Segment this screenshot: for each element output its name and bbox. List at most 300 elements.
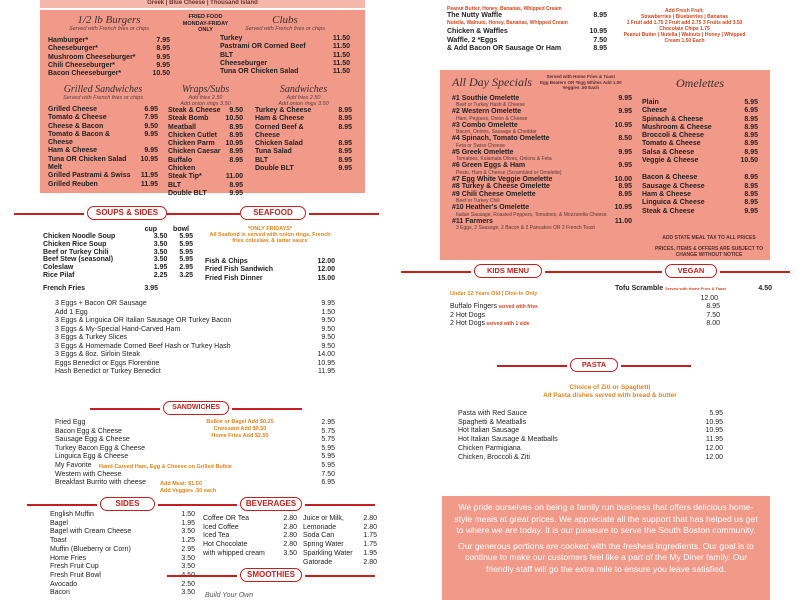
item-name: Turkey Bacon Egg & Cheese — [55, 444, 146, 452]
bowl-price: 5.95 — [179, 256, 193, 264]
item-name: Corned Beef & Cheese — [255, 123, 304, 139]
item-price: 11.50 — [332, 59, 350, 67]
item-name: Chicken Caesar — [168, 148, 221, 156]
special-price: 8.95 — [618, 183, 632, 190]
item-price: 8.95 — [744, 140, 758, 148]
item-price: 12.00 — [705, 444, 723, 452]
vegan-item: Tofu Scramble — [615, 285, 664, 292]
vegan-note: Served with Home Fries & Toast — [665, 286, 726, 291]
sides-section — [50, 511, 195, 598]
menu-row — [55, 471, 335, 480]
item-price: 1.50 — [181, 511, 195, 518]
pasta-note1: Choice of Ziti or Spaghetti — [569, 384, 651, 391]
item-name: Linguica & Cheese — [642, 199, 705, 207]
item-name: Veggie & Cheese — [642, 157, 699, 165]
item-name: Meatball — [168, 123, 197, 131]
item-name: Pastrami OR Corned Beef — [220, 43, 306, 51]
menu-row — [50, 546, 195, 555]
menu-row — [55, 436, 335, 445]
item-price: 5.95 — [321, 453, 335, 461]
change-note: PRICES, ITEMS & OFFERS ARE SUBJECT TO CHANGE WITHOUT NOTICE — [654, 246, 764, 258]
fresh-fruit-note: Add Fresh Fruit: Strawberries | Blueberries | Bananas 1 Fruit add 1.75 2 Fruit add 2.75 3 Fruits add 3.50 — [626, 8, 743, 26]
soups-section — [43, 226, 193, 293]
item-name: Juice or Milk, — [303, 515, 344, 522]
item-price: 5.95 — [744, 99, 758, 106]
item-name: 3 Eggs & Turkey Slices — [55, 334, 127, 341]
item-name: Bacon Egg & Cheese — [55, 427, 122, 435]
item-price: 6.95 — [144, 106, 158, 113]
add-bacon-row: & Add Bacon OR Sausage Or Ham 8.95 — [447, 44, 607, 52]
pasta-pill: PASTA — [570, 358, 618, 372]
item-name: BLT — [255, 156, 269, 164]
menu-row — [50, 563, 195, 572]
waffle-note2: Nutella, Walnuts, Honey, Bananas, Whipped Cream — [447, 20, 568, 27]
menu-row — [458, 427, 723, 436]
special-desc: Pesto, Ham & Cheese (Scrambled or Omelette) — [456, 169, 562, 176]
item-name: Fried Fish Sandwich — [205, 266, 274, 274]
eggs-section — [55, 300, 335, 377]
item-name: Sparkling Water — [303, 549, 353, 557]
special-row — [452, 218, 632, 226]
item-name: Chili Cheeseburger* — [48, 61, 115, 69]
special-desc: 3 Eggs, 2 Sausage, 2 Bacon & 2 Pancakes OR 2 French Toast — [456, 225, 595, 231]
item-price: 9.50 — [321, 317, 335, 324]
item-name: Toast — [50, 537, 67, 545]
special-name: #8 Turkey & Cheese Omelette — [452, 183, 550, 190]
item-price: 2.95 — [181, 545, 195, 553]
soup-name: Chicken Noodle Soup — [43, 233, 116, 240]
item-price: 3.50 — [181, 563, 195, 571]
menu-row — [220, 52, 350, 60]
item-price: 10.95 — [317, 359, 335, 367]
special-row — [452, 95, 632, 103]
item-name: Home Fries — [50, 554, 87, 562]
soup-name: Coleslaw — [43, 264, 74, 272]
menu-row — [168, 115, 243, 123]
omelettes-title: Omelettes — [676, 76, 724, 90]
menu-row — [48, 156, 158, 173]
menu-row — [255, 107, 352, 115]
special-row — [452, 204, 632, 212]
item-price: 5.75 — [321, 427, 335, 435]
sandwiches-section — [255, 84, 352, 173]
seafood-section — [205, 226, 335, 283]
item-name: Fresh Fruit Cup — [50, 563, 99, 571]
item-price: 5.95 — [321, 444, 335, 452]
menu-row — [168, 173, 243, 181]
item-name: Tuna OR Chicken Salad — [220, 68, 299, 76]
soup-row — [43, 256, 193, 264]
soup-row — [43, 272, 193, 280]
special-price: 11.00 — [614, 217, 632, 225]
soup-prices — [154, 264, 193, 272]
menu-row — [255, 115, 352, 123]
menu-row — [168, 148, 243, 156]
menu-row — [168, 140, 243, 148]
menu-row — [55, 453, 335, 462]
item-name: Ham & Cheese — [642, 190, 692, 198]
menu-row — [48, 181, 158, 189]
kids-pill: KIDS MENU — [474, 264, 542, 278]
item-name: Chicken Parmigiana — [458, 444, 521, 452]
item-name: Fried Egg — [55, 419, 86, 426]
item-name: Grilled Reuben — [48, 180, 98, 188]
item-price: 11.50 — [332, 51, 350, 59]
item-name: My Favorite — [55, 461, 92, 469]
menu-row — [50, 589, 195, 598]
item-name: Bagel with Cream Cheese — [50, 528, 132, 536]
item-name: English Muffin — [50, 511, 94, 518]
kids-cut-row: 12.00 — [700, 295, 718, 302]
item-name: Sausage & Cheese — [642, 182, 705, 190]
omelettes-section — [642, 76, 758, 216]
item-name: Fried Fish Dinner — [205, 274, 263, 282]
kids-side-note: served with 1 side — [485, 321, 530, 328]
menu-row — [48, 37, 170, 45]
item-price: 10.95 — [225, 140, 243, 148]
burgers-sub: Served with French fries or chips — [68, 26, 150, 32]
menu-row — [55, 326, 335, 335]
item-name: Bacon Cheeseburger* — [48, 70, 122, 78]
item-name: Chicken Parm — [168, 140, 215, 148]
item-name: Hot Chocolate — [203, 541, 248, 549]
item-price: 9.95 — [144, 147, 158, 155]
item-price: 2.80 — [283, 515, 297, 522]
menu-row — [168, 124, 243, 132]
item-price: 8.95 — [744, 115, 758, 123]
item-name: Buffalo Chicken — [168, 156, 196, 173]
menu-row — [55, 419, 335, 428]
item-name: Cheeseburger* — [48, 45, 98, 53]
item-name: Turkey — [220, 35, 243, 42]
menu-row — [642, 199, 758, 207]
item-name: Hot Italian Sausage & Meatballs — [458, 436, 558, 444]
item-name: 3 Eggs & My-Special Hand-Carved Ham — [55, 325, 181, 333]
item-name: Bacon & Cheese — [642, 174, 698, 182]
special-name: #10 Heather's Omelette — [452, 204, 530, 211]
menu-row — [642, 208, 758, 216]
menu-row — [55, 300, 335, 309]
item-name: Sausage Egg & Cheese — [55, 436, 130, 444]
item-price: 1.95 — [363, 549, 377, 557]
menu-row — [205, 275, 335, 283]
menu-row — [458, 454, 723, 463]
item-price: 8.95 — [744, 199, 758, 207]
item-price: 5.95 — [321, 461, 335, 469]
special-name: #4 Spinach, Tomato Omelette — [452, 135, 550, 142]
item-price: 5.95 — [709, 410, 723, 417]
item-price: 11.95 — [318, 368, 335, 375]
kids-fries-note: served with fries — [496, 304, 538, 310]
vegan-price: 4.50 — [758, 285, 772, 292]
cup-price: 3.50 — [153, 233, 168, 240]
menu-row — [220, 68, 350, 76]
item-price: 8.95 — [338, 123, 352, 131]
item-name: Avocado — [50, 580, 78, 588]
menu-row — [48, 45, 170, 53]
menu-row — [203, 532, 297, 541]
menu-row — [168, 157, 243, 174]
soup-prices — [154, 256, 193, 264]
menu-row — [168, 107, 243, 115]
kids-row — [450, 303, 720, 312]
item-name: 3 Eggs & Linguica OR Italian Sausage OR Turkey Bacon — [55, 317, 232, 324]
bowl-price: 5.95 — [179, 240, 193, 248]
clubs-title: Clubs — [272, 14, 298, 26]
waffle-section — [447, 0, 607, 53]
menu-row — [55, 351, 335, 360]
item-name: Hash Benedict or Turkey Benedict — [55, 368, 161, 375]
item-price: 11.95 — [140, 180, 158, 188]
menu-row — [55, 334, 335, 343]
grilled-title: Grilled Sandwiches — [63, 84, 143, 95]
about-panel — [442, 496, 770, 600]
seafood-pill: SEAFOOD — [240, 206, 306, 220]
waffle-note1: Peanut Butter, Honey, Bananas, Whipped Cream — [447, 6, 562, 12]
soup-prices — [154, 233, 193, 241]
special-desc: Ham, Peppers, Onion & Cheese — [456, 115, 528, 122]
nutty-waffle-row: The Nutty Waffle 8.95 — [447, 12, 607, 19]
menu-row — [205, 258, 335, 266]
soup-prices — [154, 241, 193, 249]
item-name: Muffin (Blueberry or Corn) — [50, 545, 131, 553]
item-name: Fresh Fruit Bowl — [50, 571, 101, 579]
item-price: 9.95 — [321, 300, 335, 307]
menu-row — [458, 436, 723, 445]
item-name: Breakfast Burrito with cheese — [55, 479, 147, 487]
item-price: 2.80 — [283, 532, 297, 540]
kids-row — [450, 312, 720, 321]
menu-row — [168, 182, 243, 190]
menu-row — [205, 266, 335, 274]
kids-item: 2 Hot Dogs — [450, 320, 486, 328]
item-price: 8.95 — [744, 174, 758, 182]
breakfast-sandwich-section — [55, 419, 335, 488]
item-price: 11.95 — [140, 172, 158, 180]
kids-section — [450, 291, 720, 329]
menu-row — [50, 555, 195, 564]
item-price: 3.50 — [181, 554, 195, 562]
menu-row — [50, 520, 195, 529]
item-price: 3.50 — [181, 589, 195, 597]
menu-row — [48, 123, 158, 131]
soup-row — [43, 264, 193, 272]
item-name: Double BLT — [168, 189, 207, 197]
special-price: 9.95 — [618, 162, 632, 169]
pasta-section — [458, 410, 723, 462]
item-name: Broccoli & Cheese — [642, 132, 704, 140]
kids-item: Buffalo Fingers — [450, 303, 497, 310]
menu-row — [303, 532, 377, 541]
tax-note: ADD STATE MEAL TAX TO ALL PRICES — [662, 235, 756, 241]
special-name: #3 Combo Omelette — [452, 121, 518, 129]
item-price: 8.95 — [744, 190, 758, 198]
item-name: Cheeseburger — [220, 59, 268, 67]
item-price: 8.95 — [229, 131, 243, 139]
special-row — [452, 122, 632, 130]
item-name: Steak Tip* — [168, 173, 202, 181]
item-name: Cheese & Bacon — [48, 122, 104, 130]
item-price: 6.95 — [321, 479, 335, 487]
special-name: #7 Egg White Veggie Omelette — [452, 175, 553, 183]
item-name: Iced Coffee — [203, 523, 239, 531]
item-name: Gatorade — [303, 558, 333, 566]
item-price: 3.50 — [181, 528, 195, 536]
item-name: Spaghetti & Meatballs — [458, 418, 527, 426]
soup-name: Beef Stew (seasonal) — [43, 256, 114, 264]
menu-row — [458, 410, 723, 419]
menu-row — [642, 107, 758, 115]
item-name: Tomato & Cheese — [642, 140, 701, 148]
menu-row — [48, 70, 170, 78]
item-price: 2.80 — [283, 523, 297, 531]
item-name: Coffee OR Tea — [203, 515, 250, 522]
item-name: Hot Italian Sausage — [458, 427, 520, 435]
item-price: 9.50 — [144, 122, 158, 130]
item-price: 1.75 — [363, 532, 377, 540]
menu-row — [203, 541, 297, 550]
menu-row — [168, 190, 243, 198]
item-name: Chicken Cutlet — [168, 131, 218, 139]
item-price: 8.95 — [338, 107, 352, 114]
menu-row — [642, 149, 758, 157]
menu-row — [50, 581, 195, 590]
item-name: BLT — [168, 181, 182, 189]
breakfast-sandwich-pill: SANDWICHES — [163, 401, 229, 415]
smoothies-pill: SMOOTHIES — [240, 568, 302, 582]
item-name: Turkey & Cheese — [255, 107, 312, 114]
item-name: Chicken, Broccoli & Ziti — [458, 453, 530, 461]
bowl-header: bowl — [173, 226, 189, 233]
menu-row — [642, 174, 758, 182]
item-name: Tomato & Bacon & Cheese — [48, 130, 111, 147]
bowl-price: 5.95 — [179, 233, 193, 240]
bowl-price: 5.95 — [179, 248, 193, 256]
item-name: Iced Tea — [203, 532, 230, 540]
wraps-sub: Add fries 2.50 Add onion rings 3.50 — [180, 95, 231, 107]
item-name: Fish & Chips — [205, 258, 248, 265]
menu-row — [458, 445, 723, 454]
menu-row — [255, 157, 352, 165]
item-name: Spinach & Cheese — [642, 115, 704, 123]
special-desc: Italian Sausage, Roasted Peppers, Tomatoes, & Mozzarella Cheese — [456, 211, 607, 218]
item-name: 3 Eggs + Bacon OR Sausage — [55, 300, 147, 307]
item-price: 11.95 — [706, 436, 723, 444]
menu-row — [55, 309, 335, 318]
menu-row — [48, 62, 170, 70]
special-name: #5 Greek Omelette — [452, 148, 514, 156]
special-price: 8.50 — [618, 135, 632, 142]
item-name: Tomato & Cheese — [48, 114, 107, 122]
item-price: 10.50 — [152, 70, 170, 78]
grilled-sub: Served with French fries or chips — [62, 95, 144, 101]
special-name: #6 Green Eggs & Ham — [452, 162, 526, 169]
top-strip: Greek | Blue Cheese | Thousand Island — [40, 0, 365, 8]
item-name: Linguica Egg & Cheese — [55, 453, 129, 461]
menu-row — [303, 541, 377, 550]
item-name: Lemonade — [303, 523, 337, 531]
item-price: 8.95 — [156, 45, 170, 53]
special-desc: Feta or Swiss Cheese — [456, 142, 505, 149]
soup-prices — [154, 272, 193, 280]
item-name: Salsa & Cheese — [642, 148, 695, 156]
menu-row — [168, 132, 243, 140]
menu-row — [55, 368, 335, 377]
kids-price: 8.95 — [706, 303, 720, 310]
beverages-section — [203, 515, 378, 567]
item-price: 8.95 — [744, 132, 758, 140]
item-price: 9.95 — [156, 53, 170, 61]
soup-row — [43, 241, 193, 249]
item-name: Spring Water — [303, 541, 344, 549]
item-price: 8.95 — [338, 140, 352, 148]
soup-name: Chicken Rice Soup — [43, 240, 107, 248]
soup-name: Beef or Turkey Chili — [43, 248, 109, 256]
item-price: 2.80 — [363, 523, 377, 531]
special-price: 8.95 — [618, 190, 632, 198]
menu-row — [220, 60, 350, 68]
item-price: 1.25 — [181, 537, 195, 545]
item-price: 5.75 — [321, 436, 335, 444]
item-name: Mushroom & Cheese — [642, 123, 712, 131]
soup-row — [43, 233, 193, 241]
item-price: 9.95 — [156, 61, 170, 69]
kids-name — [450, 320, 530, 329]
menu-row — [203, 550, 297, 559]
item-price: 2.95 — [321, 419, 335, 426]
item-price: 8.95 — [229, 156, 243, 164]
soup-name: Rice Pilaf — [43, 271, 75, 279]
special-price: 9.95 — [618, 94, 632, 102]
menu-row — [642, 124, 758, 132]
menu-row — [642, 191, 758, 199]
item-price: 11.50 — [332, 43, 350, 51]
kids-item: 2 Hot Dogs — [450, 311, 486, 319]
menu-row — [303, 515, 377, 524]
item-price: 1.50 — [321, 308, 335, 316]
special-row — [452, 149, 632, 157]
item-price: 10.95 — [140, 155, 158, 163]
chicken-waffles-row: Chicken & Waffles 10.95 — [447, 28, 607, 36]
about-p1: We pride ourselves on being a family run business that offers delicious home-style meals at great prices. We appreciate all the support that has helped us get to where we are today. It is our pleasure to serve the South Boston community. — [454, 502, 758, 535]
item-price: 7.50 — [321, 470, 335, 478]
kids-price: 8.00 — [706, 320, 720, 328]
special-desc: Beef or Turkey Chili — [456, 198, 500, 204]
fries-row: French Fries 3.95 — [43, 284, 158, 292]
item-name: Pasta with Red Sauce — [458, 410, 527, 417]
item-name: Ham & Cheese — [48, 147, 98, 155]
vegan-pill: VEGAN — [665, 264, 717, 278]
item-price: 9.50 — [321, 334, 335, 341]
special-price: 9.95 — [618, 108, 632, 115]
sandwiches-sub: Add fries 2.50 Add onion rings 3.50 — [278, 95, 329, 107]
special-row — [452, 162, 632, 170]
kids-note: Under 12 Years Old | Dine-In Only — [450, 291, 538, 297]
item-name: Bacon — [50, 589, 70, 597]
cup-price: 3.50 — [153, 248, 168, 256]
wraps-section — [168, 84, 243, 198]
soups-pill: SOUPS & SIDES — [87, 206, 167, 220]
clubs-sub: Served with French fries or chips — [244, 26, 326, 32]
kids-name — [450, 312, 485, 321]
item-name: 3 Eggs & 8oz. Sirloin Steak — [55, 351, 140, 358]
menu-row — [303, 559, 377, 568]
item-price: 8.95 — [744, 148, 758, 156]
item-name: Tuna Salad — [255, 148, 292, 156]
item-name: Bagel — [50, 519, 68, 527]
burgers-title: 1/2 lb Burgers — [77, 14, 141, 26]
special-row — [452, 176, 632, 184]
